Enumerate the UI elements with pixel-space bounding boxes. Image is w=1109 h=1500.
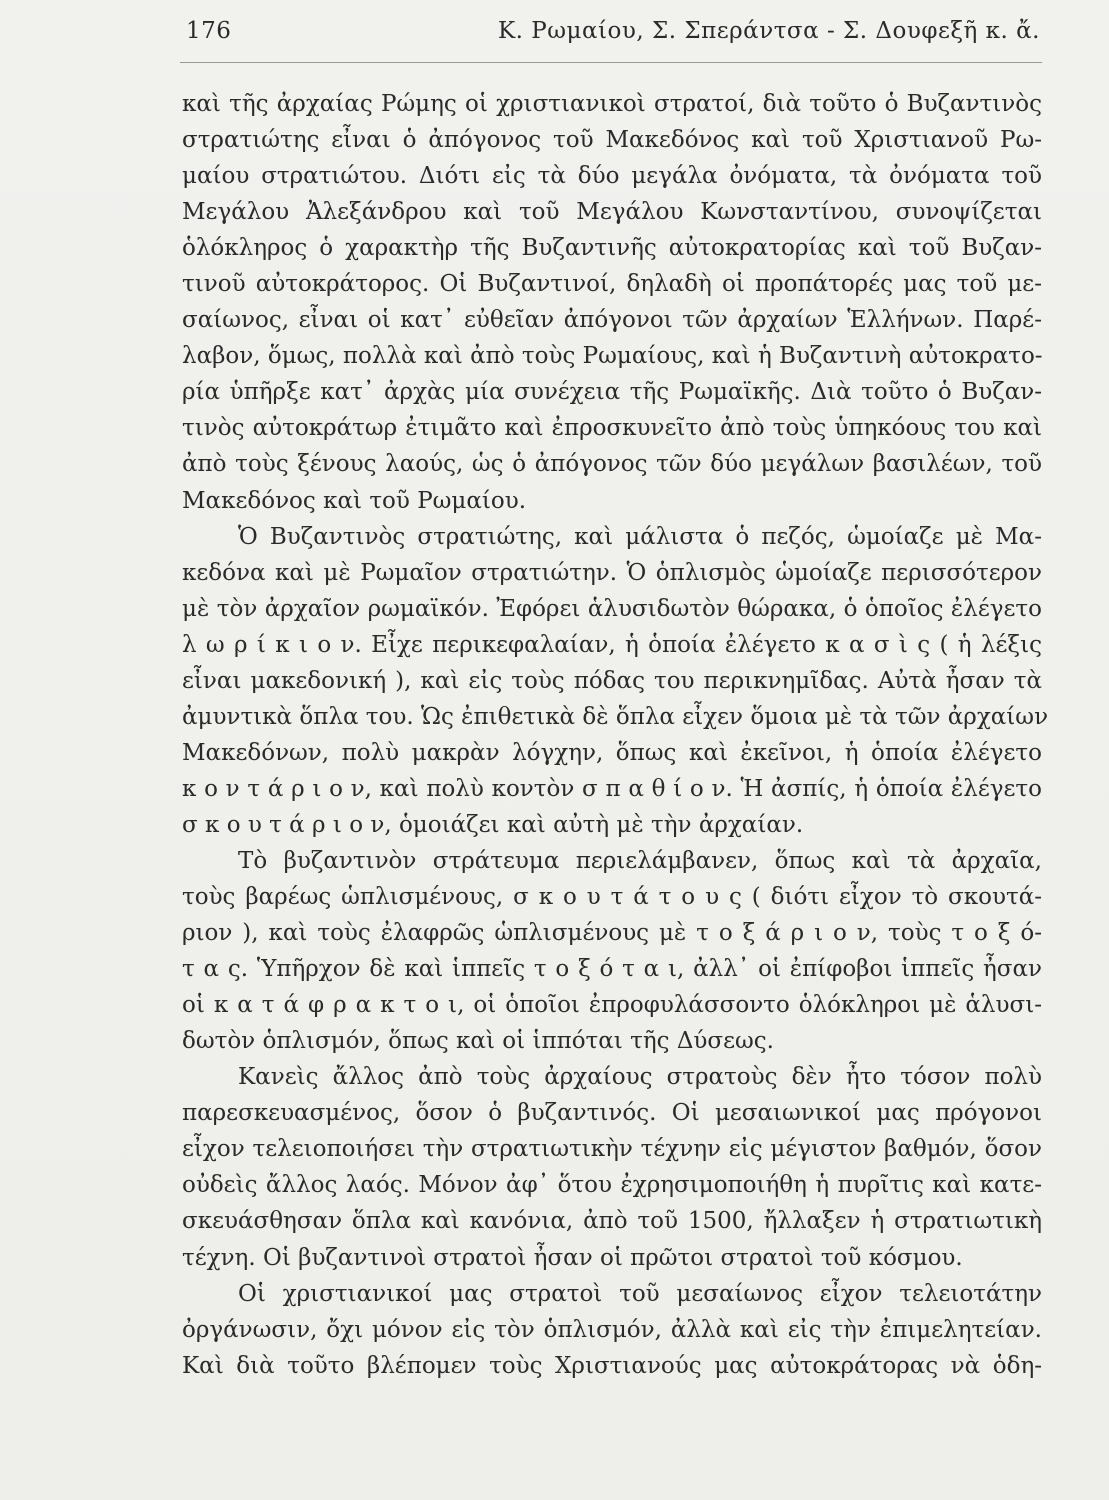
- text-line: σαίωνος, εἶναι οἱ κατ᾿ εὐθεῖαν ἀπόγονοι τῶν ἀρχαίων Ἑλλήνων. Παρέ-: [182, 307, 1042, 334]
- text-line: ριον ), καὶ τοὺς ἐλαφρῶς ὡπλισμένους μὲ τ ο ξ ά ρ ι ο ν, τοὺς τ ο ξ ό-: [182, 920, 1042, 947]
- text-line: οὐδεὶς ἄλλος λαός. Μόνον ἀφ᾿ ὅτου ἐχρησιμοποιήθη ἡ πυρῖτις καὶ κατε-: [182, 1172, 1042, 1199]
- text-line: ὀργάνωσιν, ὄχι μόνον εἰς τὸν ὁπλισμόν, ἀλλὰ καὶ εἰς τὴν ἐπιμελητείαν.: [182, 1316, 1042, 1343]
- page-number: 176: [186, 18, 232, 44]
- text-line: εἶναι μακεδονική ), καὶ εἰς τοὺς πόδας του περικνημῖδας. Αὐτὰ ἦσαν τὰ: [182, 667, 1042, 694]
- text-line: ρία ὑπῆρξε κατ᾿ ἀρχὰς μία συνέχεια τῆς Ρωμαϊκῆς. Διὰ τοῦτο ὁ Βυζαν-: [182, 379, 1042, 406]
- text-line: μαίου στρατιώτου. Διότι εἰς τὰ δύο μεγάλα ὀνόματα, τὰ ὀνόματα τοῦ: [182, 163, 1042, 190]
- text-line: λαβον, ὅμως, πολλὰ καὶ ἀπὸ τοὺς Ρωμαίους, καὶ ἡ Βυζαντινὴ αὐτοκρατο-: [182, 343, 1043, 370]
- text-line: καὶ τῆς ἀρχαίας Ρώμης οἱ χριστιανικοὶ στρατοί, διὰ τοῦτο ὁ Βυζαντινὸς: [182, 91, 1042, 117]
- text-line: Ὁ Βυζαντινὸς στρατιώτης, καὶ μάλιστα ὁ πεζός, ὡμοίαζε μὲ Μα-: [238, 523, 1042, 550]
- text-line: ἀπὸ τοὺς ξένους λαούς, ὡς ὁ ἀπόγονος τῶν δύο μεγάλων βασιλέων, τοῦ: [182, 451, 1042, 478]
- text-line: μὲ τὸν ἀρχαῖον ρωμαϊκόν. Ἐφόρει ἁλυσιδωτὸν θώρακα, ὁ ὁποῖος ἐλέγετο: [182, 595, 1042, 622]
- text-line: εἶχον τελειοποιήσει τὴν στρατιωτικὴν τέχνην εἰς μέγιστον βαθμόν, ὅσον: [182, 1136, 1042, 1163]
- text-line: Οἱ χριστιανικοί μας στρατοὶ τοῦ μεσαίωνος εἶχον τελειοτάτην: [238, 1280, 1042, 1307]
- text-line: ὁλόκληρος ὁ χαρακτὴρ τῆς Βυζαντινῆς αὐτοκρατορίας καὶ τοῦ Βυζαν-: [182, 235, 1042, 262]
- text-line: τοὺς βαρέως ὡπλισμένους, σ κ ο υ τ ά τ ο υ ς ( διότι εἶχον τὸ σκουτά-: [182, 884, 1042, 911]
- text-line: ἀμυντικὰ ὅπλα του. Ὡς ἐπιθετικὰ δὲ ὅπλα εἶχεν ὅμοια μὲ τὰ τῶν ἀρχαίων: [182, 703, 1049, 730]
- text-line: οἱ κ α τ ά φ ρ α κ τ ο ι, οἱ ὁποῖοι ἐπροφυλάσσοντο ὁλόκληροι μὲ ἁλυσι-: [182, 992, 1042, 1019]
- text-line: Μακεδόνων, πολὺ μακρὰν λόγχην, ὅπως καὶ ἐκεῖνοι, ἡ ὁποία ἐλέγετο: [182, 739, 1042, 766]
- text-line: Μεγάλου Ἀλεξάνδρου καὶ τοῦ Μεγάλου Κωνσταντίνου, συνοψίζεται: [182, 199, 1042, 226]
- text-line: δωτὸν ὁπλισμόν, ὅπως καὶ οἱ ἱππόται τῆς Δύσεως.: [182, 1028, 774, 1055]
- text-line: Κανεὶς ἄλλος ἀπὸ τοὺς ἀρχαίους στρατοὺς δὲν ἦτο τόσον πολὺ: [238, 1064, 1042, 1091]
- text-line: τέχνη. Οἱ βυζαντινοὶ στρατοὶ ἦσαν οἱ πρῶτοι στρατοὶ τοῦ κόσμου.: [182, 1244, 963, 1271]
- text-line: σ κ ο υ τ ά ρ ι ο ν, ὁμοιάζει καὶ αὐτὴ μὲ τὴν ἀρχαίαν.: [182, 811, 804, 838]
- text-line: τ α ς. Ὑπῆρχον δὲ καὶ ἱππεῖς τ ο ξ ό τ α ι, ἀλλ᾿ οἱ ἐπίφοβοι ἱππεῖς ἦσαν: [182, 956, 1042, 983]
- text-line: παρεσκευασμένος, ὅσον ὁ βυζαντινός. Οἱ μεσαιωνικοί μας πρόγονοι: [182, 1100, 1042, 1127]
- text-line: κεδόνα καὶ μὲ Ρωμαῖον στρατιώτην. Ὁ ὁπλισμὸς ὡμοίαζε περισσότερον: [182, 559, 1042, 586]
- text-line: κ ο ν τ ά ρ ι ο ν, καὶ πολὺ κοντὸν σ π α θ ί ο ν. Ἡ ἀσπίς, ἡ ὁποία ἐλέγετο: [182, 775, 1042, 802]
- text-line: Καὶ διὰ τοῦτο βλέπομεν τοὺς Χριστιανούς μας αὐτοκράτορας νὰ ὁδη-: [182, 1352, 1042, 1379]
- text-line: Τὸ βυζαντινὸν στράτευμα περιελάμβανεν, ὅπως καὶ τὰ ἀρχαῖα,: [238, 847, 1042, 874]
- text-line: Μακεδόνος καὶ τοῦ Ρωμαίου.: [182, 487, 527, 514]
- header-rule: [180, 62, 1042, 63]
- text-line: λ ω ρ ί κ ι ο ν. Εἶχε περικεφαλαίαν, ἡ ὁποία ἐλέγετο κ α σ ὶ ς ( ἡ λέξις: [182, 631, 1042, 658]
- text-line: τινοῦ αὐτοκράτορος. Οἱ Βυζαντινοί, δηλαδὴ οἱ προπάτορές μας τοῦ με-: [182, 271, 1042, 298]
- page-header: [180, 18, 1040, 64]
- text-line: στρατιώτης εἶναι ὁ ἀπόγονος τοῦ Μακεδόνος καὶ τοῦ Χριστιανοῦ Ρω-: [182, 127, 1042, 154]
- text-line: τινὸς αὐτοκράτωρ ἐτιμᾶτο καὶ ἐπροσκυνεῖτο ἀπὸ τοὺς ὑπηκόους του καὶ: [182, 415, 1042, 442]
- text-line: σκευάσθησαν ὅπλα καὶ κανόνια, ἀπὸ τοῦ 1500, ἤλλαξεν ἡ στρατιωτικὴ: [182, 1208, 1042, 1235]
- body-text: [182, 86, 1049, 1384]
- running-head: Κ. Ρωμαίου, Σ. Σπεράντσα - Σ. Δουφεξῆ κ. ἄ.: [498, 18, 1040, 44]
